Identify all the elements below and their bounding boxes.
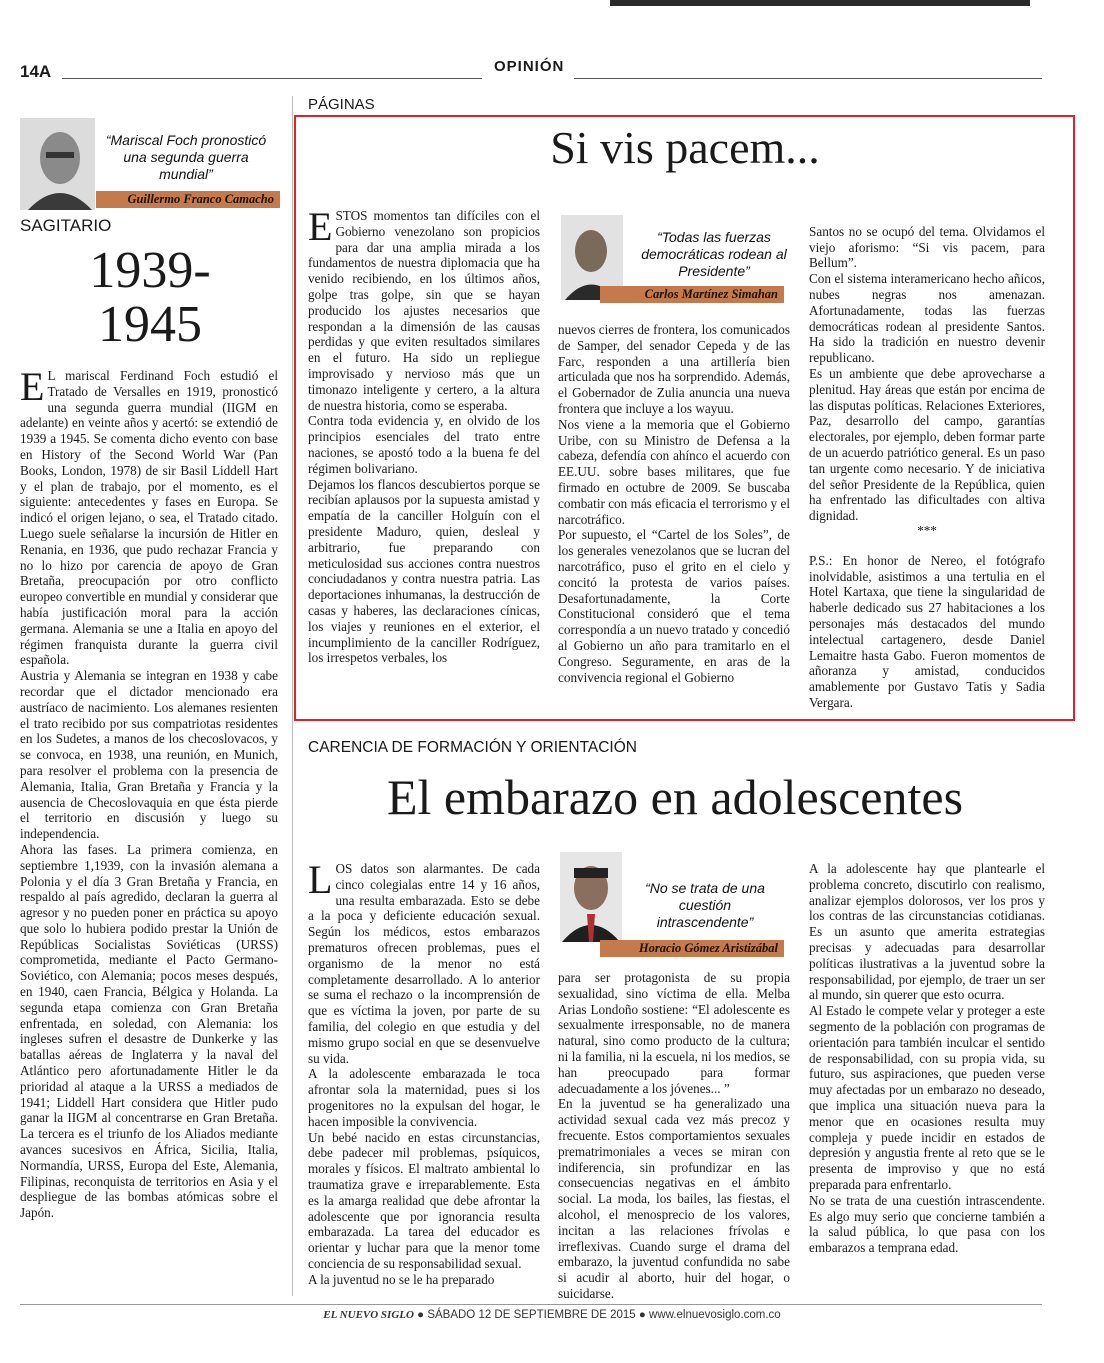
- kicker-paginas: PÁGINAS: [308, 96, 375, 113]
- article-col3-si-vis-pacem: [809, 208, 1045, 711]
- article-title-1939: 1939- 1945: [89, 242, 211, 353]
- author-photo-gomez: [560, 852, 622, 942]
- body-text: Santos no se ocupó del tema. Olvidamos el viejo aforismo: “Si vis pacem, para Bellum”. Con el sistema interamericano hecho añicos, nubes negras nos amenazan. Afortunadamente, todas las fuerzas democráticas rodean al presidente Santos. Ha sido la tradición en nuestro devenir republicano. Es un ambiente que debe aprovecharse a plenitud. Hay áreas que están por encima de las disputas políticas. Relaciones Exteriores, Paz, desarrollo del campo, garantías electorales, por ejemplo, deben formar parte de un acuerdo patriótico general. Es un paso tan urgente como necesario. Y de iniciativa del señor Presidente de la República, quien ha enfrentado las dificultades con altiva dignidad.: [809, 223, 1045, 524]
- article-col2-si-vis-pacem: nuevos cierres de frontera, los comunicados de Samper, del senador Cepeda y de las Farc, responden a una artillería bien articulada que nos ha sorprendido. Además, el Gobernador de Zulia anuncia una nueva frontera que incluye a los wayuu. Nos viene a la memoria que el Gobierno Uribe, con su Ministro de Defensa a la cabeza, defendía con ahínco el acuerdo con EE.UU. sobre bases militares, que fue firmado en octubre de 2009. Se buscaba combatir con más eficacia el terrorismo y el narcotráfico. Por supuesto, el “Cartel de los Soles”, de los generales venezolanos que se lucran del narcotráfico, puso el grito en el cielo y concitó la protesta de varios países. Desafortunadamente, la Corte Constitucional consideró que el tema correspondía a un nuevo tratado y concedió al Gobierno un año para tramitarlo en el Congreso. Seguramente, en aras de la convivencia regional el Gobierno: [558, 322, 790, 685]
- bullet-icon: ●: [638, 1309, 646, 1321]
- author-quote-franco: “Mariscal Foch pronosticó una segunda guerra mundial”: [105, 132, 267, 182]
- scan-edge-strip: [610, 0, 1030, 6]
- footer-publication: EL NUEVO SIGLO: [323, 1309, 414, 1321]
- article-body-1939: [20, 364, 278, 1221]
- article-col3-embarazo: A la adolescente hay que plantearle el problema concreto, discutirlo con realismo, analizar ejemplos dolorosos, ver los pros y los contras de las circunstancias cotidianas. Es un asunto que amerita estrategias precisas y adecuadas para desarrollar políticas ilustrativas a la juventud sobre la responsabilidad, por ejemplo, de traer un ser al mundo, sin querer que esto ocurra. Al Estado le compete velar y proteger a este segmento de la población con programas de orientación para también inculcar el sentido de responsabilidad, con su propia vida, su futuro, sus aspiraciones, que pueden verse muy afectadas por un embarazo no deseado, que implica una situación nueva para la menor que en ocasiones resulta muy compleja y puede incidir en estados de depresión y angustia frente al reto que se le presenta de improviso y que no está preparada para enfrentarlo. No se trata de una cuestión intrascendente. Es algo muy serio que concierne también a la salud pública, lo que pasa con los embarazos a temprana edad.: [809, 861, 1045, 1256]
- footer-website[interactable]: www.elnuevosiglo.com.co: [649, 1309, 781, 1321]
- article-col1-embarazo: [308, 857, 540, 1288]
- author-photo-franco: [20, 118, 95, 210]
- author-portrait-icon: [20, 118, 95, 210]
- postscript: P.S.: En honor de Nereo, el fotógrafo inolvidable, asistimos a una tertulia en el Hotel Kartaxa, que tiene la singularidad de haberle dedicado sus 27 habitaciones a los personajes más destacados del mundo intelectual cartagenero, desde Daniel Lemaitre hasta Gabo. Fueron momentos de añoranza y amistad, conducidos amablemente por Gustavo Tatis y Sadia Vergara.: [809, 552, 1045, 710]
- article-col1-si-vis-pacem: [308, 204, 540, 666]
- article-col2-embarazo: para ser protagonista de su propia sexualidad, sino víctima de ella. Melba Arias Londoño sostiene: “El adolescente es sexualmente irresponsable, no de manera natural, sino como producto de la cultura; ni la familia, ni la escuela, ni los medios, se han preocupado para formar adecuadamente a los jóvenes... ” En la juventud se ha generalizado una actividad sexual cada vez más precoz y frecuente. Estos comportamientos sexuales prematrimoniales a veces se miran con indiferencia, sin profundizar en las consecuencias negativas en el ámbito social. La moda, los bailes, las fiestas, el alcohol, el menosprecio de los valores, incitan a las relaciones frívolas e irreflexivas. Cuando surge el drama del embarazo, la juventud confundida no sabe si acudir al aborto, huir del hogar, o suicidarse.: [558, 970, 790, 1301]
- footer-date: SÁBADO 12 DE SEPTIEMBRE DE 2015: [427, 1309, 636, 1321]
- header-rule-left: [62, 78, 482, 79]
- footer: [0, 1309, 1104, 1321]
- article-title-embarazo: El embarazo en adolescentes: [386, 769, 964, 825]
- body-text: STOS momentos tan difíciles con el Gobierno venezolano son propicios para dar una amplia mirada a los fundamentos de nuestra diplomacia que ha venido recibiendo, en los últimos años, golpe tras golpe, sin que se hayan producido los ajustes necesarios que respondan a la dimensión de las causas perdidas y que eviten resultados similares en el futuro. Ha sido un repliegue improvisado y nervioso más que un timonazo inteligente y certero, a la altura de nuestra historia, como se esperaba. Contra toda evidencia y, en olvido de los principios esenciales del trato entre naciones, se apostó todo a la buena fe del régimen bolivariano. Dejamos los flancos descubiertos porque se recibían aplausos por la supuesta amistad y empatía de la canciller Holguín con el presidente Maduro, quien, desleal y arbitrario, fue preparando con meticulosidad sus acciones contra nuestros conciudadanos y contra nuestra patria. Las deportaciones inhumanas, la destrucción de casas y haberes, las declaraciones cínicas, los viajes y reuniones en el exterior, el incumplimiento de la canciller Rodríguez, los irrespetos verbales, los: [308, 208, 540, 666]
- dropcap: E: [308, 204, 333, 249]
- author-quote-gomez: “No se trata de una cuestión intrascendente”: [645, 880, 765, 930]
- author-name-gomez: Horacio Gómez Aristizábal: [600, 940, 784, 957]
- page-number: 14A: [20, 62, 52, 81]
- kicker-sagitario: SAGITARIO: [20, 216, 112, 235]
- footer-rule: [20, 1304, 1042, 1305]
- section-title: OPINIÓN: [494, 58, 565, 75]
- author-name-franco: Guillermo Franco Camacho: [96, 191, 280, 208]
- kicker-carencia: CARENCIA DE FORMACIÓN Y ORIENTACIÓN: [308, 739, 637, 756]
- header-rule-right: [574, 78, 1042, 79]
- body-text: L mariscal Ferdinand Foch estudió el Tratado de Versalles en 1919, pronosticó una segunda guerra mundial (IIGM en adelante) en veinte años y acertó: se extendió de 1939 a 1945. Se comenta dicho evento con base en History of the Second World War (Pan Books, London, 1978) de sir Basil Liddell Hart y el plan de trabajo, por el momento, es el siguiente: antecedentes y fases en Europa. Se indicó el origen lejano, o sea, el Tratado citado. Luego suele señalarse la incursión de Hitler en Renania, en 1936, que pudo rechazar Francia y no lo hizo por carencia de apoyo de Gran Bretaña, preocupación por otro conflicto europeo convertible en mundial y considerar que había justificación moral para la acción germana. Alemania se une a Italia en apoyo del régimen franquista durante la guerra civil española. Austria y Alemania se integran en 1938 y cabe recordar que el dictador mencionado era austríaco de nacimiento. Los alemanes resienten el trato recibido por sus compatriotas residentes en los Sudetes, a manos de los checoslovacos, y se convoca, en 1938, una reunión, en Munich, para resolver el problema con la presencia de Alemania, Italia, Gran Bretaña y Francia y la ausencia de Checoslovaquia en que ésta pierde el territorio en discusión y luego su independencia. Ahora las fases. La primera comienza, en septiembre 1,1939, con la invasión alemana a Polonia y el día 3 Gran Bretaña y Francia, en respaldo al país agredido, declaran la guerra al agresor y no pueden poner en práctica su apoyo que solo lo hubiera podido prestar la Unión de Repúblicas Socialistas Soviéticas (URSS) comprometida, mediante el Pacto Germano-Soviético, con Alemania; pocos meses después, en 1940, caen Francia, Bélgica y Holanda. La segunda etapa comienza con Gran Bretaña enfrentada, en soledad, con Alemania: los ingleses sufren el desastre de Dunkerke y las batallas aéreas de Inglaterra y la naval del Atlántico pero afortunadamente Hitler le da prioridad al ataque a la URSS a mediados de 1941; Liddell Hart considera que Hitler pudo ganar la IIGM al concentrarse en Gran Bretaña. La tercera es el triunfo de los Aliados mediante avances sucesivos en África, Sicilia, Italia, Normandía, URSS, Europa del Este, Alemania, Filipinas, reconquista de territorios en Asia y el despliegue de las bombas atómicas sobre el Japón.: [20, 368, 278, 1221]
- separator-stars: ***: [917, 522, 937, 538]
- author-portrait-icon: [560, 852, 622, 942]
- author-quote-martinez: “Todas las fuerzas democráticas rodean al Presidente”: [641, 229, 787, 279]
- dropcap: E: [20, 364, 45, 409]
- article-title-si-vis-pacem: Si vis pacem...: [550, 122, 820, 173]
- dropcap: L: [308, 857, 333, 902]
- bullet-icon: ●: [417, 1309, 425, 1321]
- body-text: OS datos son alarmantes. De cada cinco colegialas entre 14 y 16 años, una resulta embarazada. Esto se debe a la poca y deficiente educación sexual. Según los médicos, estos embarazos prematuros ofrecen problemas, pues el organismo de la menor no está completamente desarrollado. A lo anterior se suma el rechazo o la incomprensión de que es víctima la joven, por parte de su familia, del colegio en que estudia y del mismo grupo social en que se desenvuelve su vida. A la adolescente embarazada le toca afrontar sola la maternidad, pues si los progenitores no la expulsan del hogar, le hacen imposible la convivencia. Un bebé nacido en estas circunstancias, debe padecer mil problemas, psíquicos, morales y físicos. El maltrato ambiental lo traumatiza grave e irreparablemente. Esta es la amarga realidad que debe afrontar la adolescente que por ignorancia resulta embarazada. La tarea del educador es orientar y luchar para que la menor tome conciencia de su responsabilidad sexual. A la juventud no se le ha preparado: [308, 861, 540, 1287]
- column-divider: [292, 96, 293, 1296]
- author-name-martinez: Carlos Martínez Simahan: [600, 286, 784, 303]
